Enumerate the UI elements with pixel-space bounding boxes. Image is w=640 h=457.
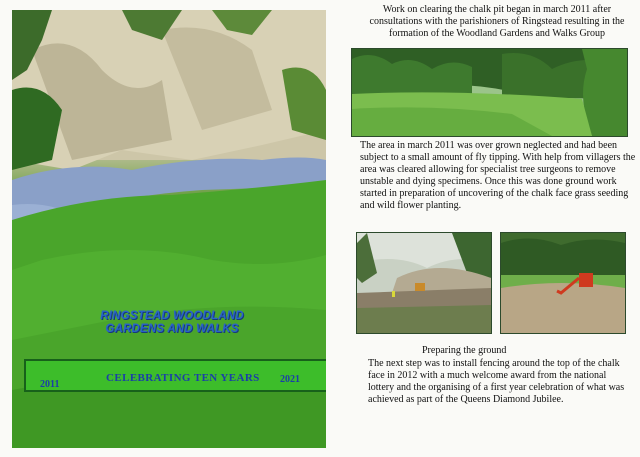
- photo-caption: Preparing the ground: [422, 345, 507, 356]
- fencing-paragraph: The next step was to install fencing around the top of the chalk face in 2012 with a much welcome award from the national lottery and the organising of a first year celebration of what was achieved as part of the Queens Diamond Jubilee.: [368, 358, 625, 405]
- overgrown-area-photo: [351, 48, 628, 137]
- groundwork-photo-left: [356, 232, 492, 334]
- cover-page: [12, 10, 326, 448]
- cover-title: [72, 310, 272, 336]
- area-paragraph: The area in march 2011 was over grown neglected and had been subject to a small amount of fly tipping. With help from villagers the area was cleared allowing for specialist tree surgeons to remove unstable and dying specimens. Once this was done ground work started in preparation of uncovering of the chalk face grass seeding and wild flower planting.: [360, 140, 636, 211]
- banner-end-year: 2021: [280, 374, 300, 385]
- anniversary-banner: [24, 359, 326, 392]
- cover-title-line-2: GARDENS AND WALKS: [105, 323, 239, 335]
- content-page: [332, 0, 640, 457]
- banner-start-year: 2011: [40, 379, 60, 390]
- banner-label: CELEBRATING TEN YEARS: [106, 372, 260, 384]
- groundwork-photo-right: [500, 232, 626, 334]
- intro-paragraph: Work on clearing the chalk pit began in march 2011 after consultations with the parishioners of Ringstead resulting in the formation of the Woodland Gardens and Walks Group: [369, 4, 625, 39]
- cover-title-line-1: RINGSTEAD WOODLAND: [100, 310, 244, 322]
